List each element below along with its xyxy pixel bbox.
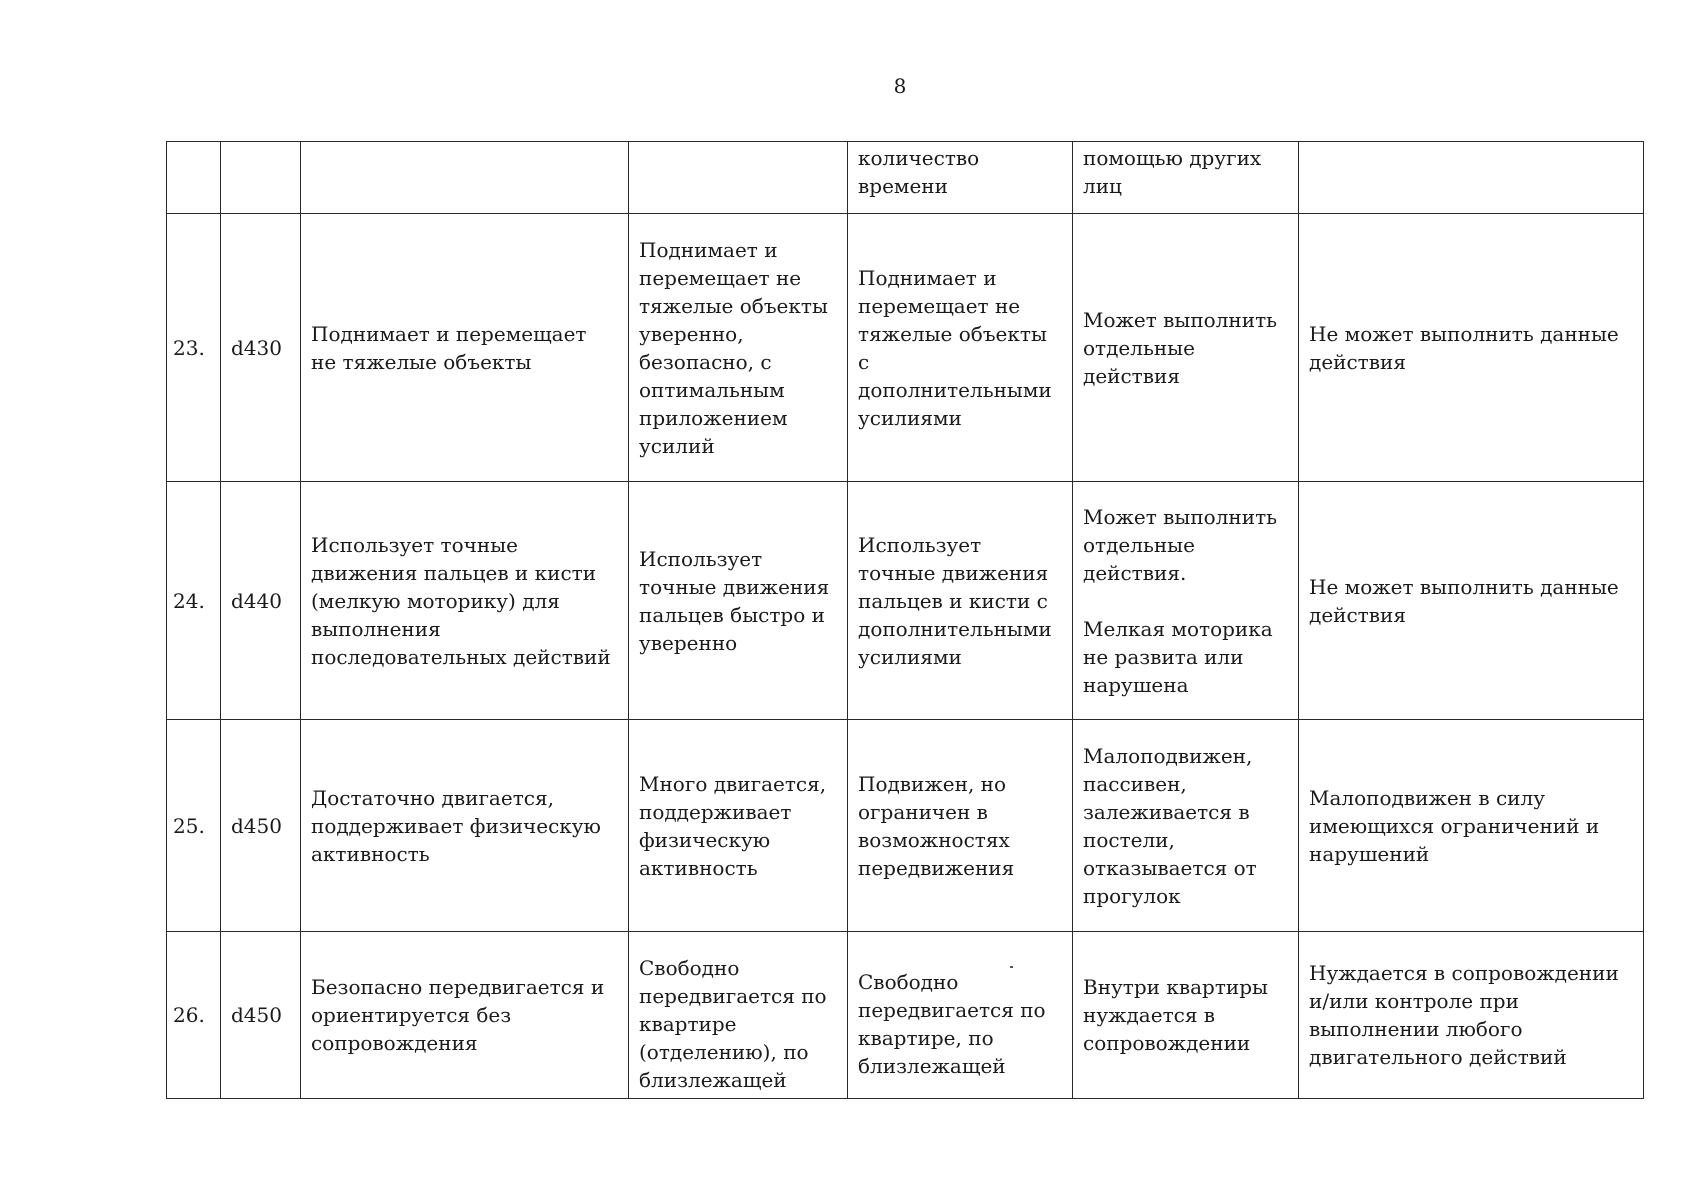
table-row bbox=[167, 214, 1644, 482]
cell-level-d: Нуждается в сопровождении и/или контроле при выполнении любого двигательного действий bbox=[1299, 932, 1644, 1099]
cell-num: 24. bbox=[167, 482, 221, 720]
cell-level-c-text: Может выполнить отдельные действия. bbox=[1083, 504, 1278, 585]
cell-level-b: Свободно передвигается по квартире, по близлежащей bbox=[848, 932, 1073, 1099]
cell-level-a: Использует точные движения пальцев быстро и уверенно bbox=[629, 482, 848, 720]
cell-code: d450 bbox=[221, 720, 301, 932]
table-row bbox=[167, 932, 1644, 1099]
cell-description: Безопасно передвигается и ориентируется без сопровождения bbox=[301, 932, 629, 1099]
cell-description: Использует точные движения пальцев и кисти (мелкую моторику) для выполнения последовательных действий bbox=[301, 482, 629, 720]
cell-level-b: Подвижен, но ограничен в возможностях передвижения bbox=[848, 720, 1073, 932]
cell-description: Поднимает и перемещает не тяжелые объекты bbox=[301, 214, 629, 482]
cell-level-d: Не может выполнить данные действия bbox=[1299, 214, 1644, 482]
cell-level-a: Поднимает и перемещает не тяжелые объекты уверенно, безопасно, с оптимальным приложением усилий bbox=[629, 214, 848, 482]
assessment-table bbox=[166, 141, 1644, 1099]
cell-level-a: Много двигается, поддерживает физическую активность bbox=[629, 720, 848, 932]
cell-level-b: Использует точные движения пальцев и кисти с дополнительными усилиями bbox=[848, 482, 1073, 720]
cell-level-d bbox=[1299, 142, 1644, 214]
cell-num: 26. bbox=[167, 932, 221, 1099]
cell-code: d440 bbox=[221, 482, 301, 720]
cell-level-b: Поднимает и перемещает не тяжелые объекты с дополнительными усилиями bbox=[848, 214, 1073, 482]
cell-num bbox=[167, 142, 221, 214]
table-row bbox=[167, 720, 1644, 932]
cell-level-b: количество времени bbox=[848, 142, 1073, 214]
cell-level-c: Малоподвижен, пассивен, залеживается в постели, отказывается от прогулок bbox=[1073, 720, 1299, 932]
cell-level-a bbox=[629, 142, 848, 214]
cell-level-c-note: Мелкая моторика не развита или нарушена bbox=[1083, 616, 1273, 697]
cell-level-c bbox=[1073, 482, 1299, 720]
cell-code: d430 bbox=[221, 214, 301, 482]
scan-speck bbox=[1010, 966, 1013, 968]
cell-num: 23. bbox=[167, 214, 221, 482]
cell-level-a: Свободно передвигается по квартире (отделению), по близлежащей bbox=[629, 932, 848, 1099]
cell-description bbox=[301, 142, 629, 214]
page-number: 8 bbox=[893, 74, 907, 98]
cell-num: 25. bbox=[167, 720, 221, 932]
cell-level-c: Может выполнить отдельные действия bbox=[1073, 214, 1299, 482]
cell-level-d: Малоподвижен в силу имеющихся ограничений и нарушений bbox=[1299, 720, 1644, 932]
cell-code: d450 bbox=[221, 932, 301, 1099]
cell-level-c: Внутри квартиры нуждается в сопровождении bbox=[1073, 932, 1299, 1099]
cell-level-d: Не может выполнить данные действия bbox=[1299, 482, 1644, 720]
cell-code bbox=[221, 142, 301, 214]
cell-level-c: помощью других лиц bbox=[1073, 142, 1299, 214]
cell-description: Достаточно двигается, поддерживает физическую активность bbox=[301, 720, 629, 932]
table-row bbox=[167, 482, 1644, 720]
table-row-continuation bbox=[167, 142, 1644, 214]
